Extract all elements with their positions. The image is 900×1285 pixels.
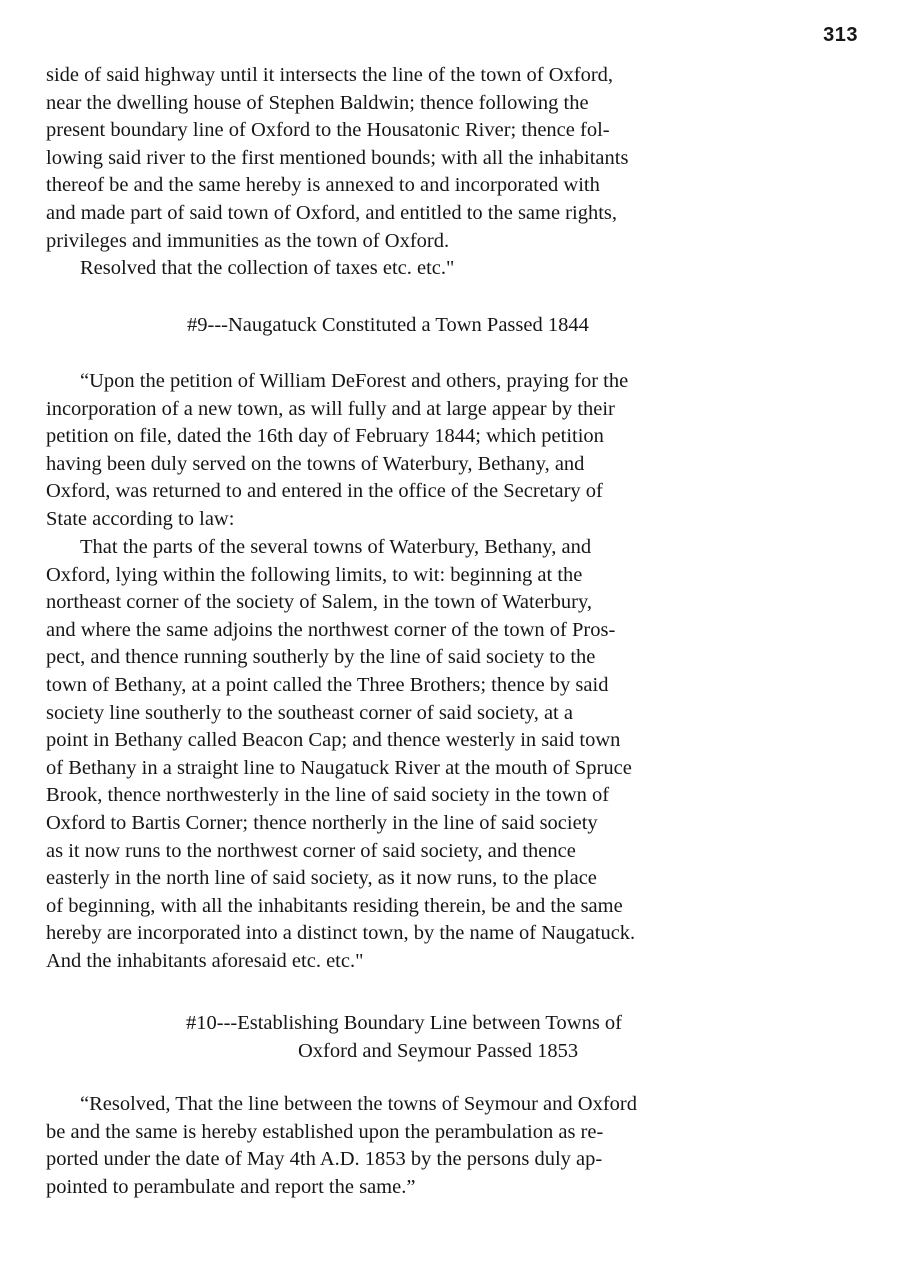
- text-line: hereby are incorporated into a distinct town, by the name of Naugatuck.: [46, 922, 636, 945]
- text-line: Oxford to Bartis Corner; thence northerly in the line of said society: [46, 811, 598, 834]
- text-line: present boundary line of Oxford to the Housatonic River; thence fol-: [46, 119, 610, 142]
- text-line: be and the same is hereby established upon the perambulation as re-: [46, 1120, 604, 1143]
- text-line: point in Bethany called Beacon Cap; and thence westerly in said town: [46, 729, 621, 752]
- text-line: easterly in the north line of said society, as it now runs, to the place: [46, 867, 597, 890]
- text-line: of beginning, with all the inhabitants residing therein, be and the same: [46, 894, 623, 917]
- section-10-heading: [0, 1010, 900, 1065]
- section-heading: Oxford and Seymour Passed 1853: [298, 1039, 579, 1062]
- intro-paragraph: [0, 62, 900, 283]
- text-line: petition on file, dated the 16th day of February 1844; which petition: [46, 425, 604, 448]
- text-line: thereof be and the same hereby is annexed to and incorporated with: [46, 174, 600, 197]
- text-line: lowing said river to the first mentioned bounds; with all the inhabitants: [46, 146, 629, 169]
- text-line: Resolved that the collection of taxes etc. etc.": [80, 257, 455, 280]
- page-number: 313: [823, 24, 858, 46]
- text-line: side of said highway until it intersects the line of the town of Oxford,: [46, 64, 614, 86]
- text-line: and made part of said town of Oxford, and entitled to the same rights,: [46, 201, 618, 224]
- text-line: pect, and thence running southerly by the line of said society to the: [46, 646, 596, 669]
- text-line: “Resolved, That the line between the towns of Seymour and Oxford: [80, 1093, 637, 1115]
- text-line: And the inhabitants aforesaid etc. etc.": [46, 949, 364, 972]
- text-line: ported under the date of May 4th A.D. 1853 by the persons duly ap-: [46, 1148, 603, 1171]
- text-line: pointed to perambulate and report the same.”: [46, 1175, 416, 1198]
- text-line: State according to law:: [46, 507, 235, 530]
- text-line: of Bethany in a straight line to Naugatuck River at the mouth of Spruce: [46, 756, 632, 779]
- section-9-heading: [0, 312, 900, 340]
- text-line: town of Bethany, at a point called the Three Brothers; thence by said: [46, 673, 609, 696]
- text-line: and where the same adjoins the northwest corner of the town of Pros-: [46, 618, 616, 641]
- text-line: as it now runs to the northwest corner of said society, and thence: [46, 839, 576, 862]
- text-line: That the parts of the several towns of Waterbury, Bethany, and: [80, 536, 592, 558]
- text-line: incorporation of a new town, as will fully and at large appear by their: [46, 397, 615, 420]
- text-line: Oxford, was returned to and entered in the office of the Secretary of: [46, 480, 603, 503]
- text-line: having been duly served on the towns of Waterbury, Bethany, and: [46, 452, 585, 475]
- text-line: “Upon the petition of William DeForest and others, praying for the: [80, 370, 629, 392]
- section-heading: #10---Establishing Boundary Line between Towns of: [186, 1012, 623, 1034]
- text-line: society line southerly to the southeast corner of said society, at a: [46, 701, 573, 724]
- section-10-paragraph: [0, 1091, 900, 1201]
- text-line: Oxford, lying within the following limits, to wit: beginning at the: [46, 563, 583, 586]
- text-line: near the dwelling house of Stephen Baldwin; thence following the: [46, 91, 589, 114]
- section-heading: #9---Naugatuck Constituted a Town Passed 1844: [187, 314, 589, 336]
- text-line: privileges and immunities as the town of Oxford.: [46, 229, 450, 252]
- text-line: northeast corner of the society of Salem, in the town of Waterbury,: [46, 591, 592, 614]
- section-9-paragraph-1: [0, 368, 900, 534]
- section-9-paragraph-2: [0, 534, 900, 976]
- text-line: Brook, thence northwesterly in the line of said society in the town of: [46, 784, 610, 807]
